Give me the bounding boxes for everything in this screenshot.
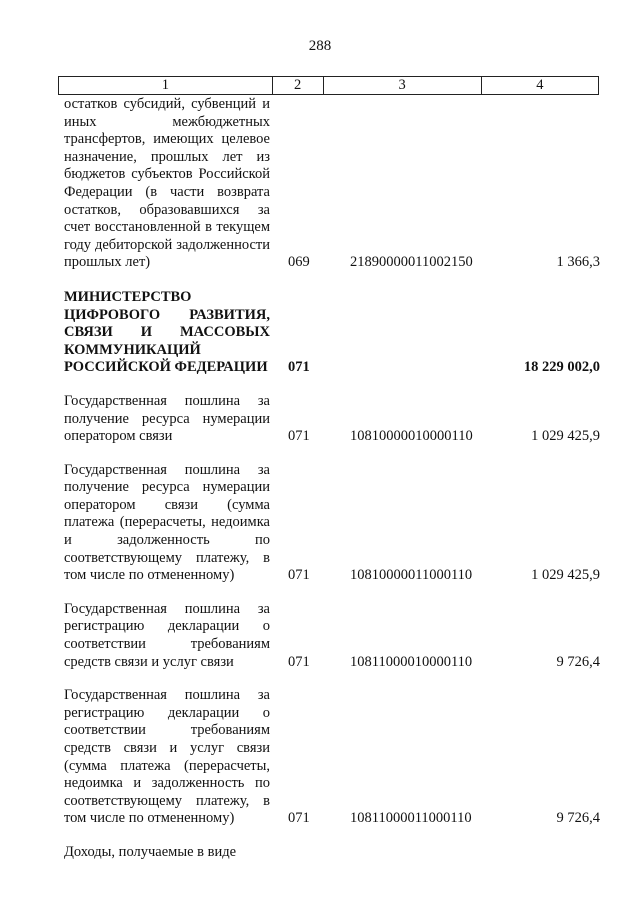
row-admin-code: 071 [288, 428, 310, 445]
row-description: МИНИСТЕРСТВО ЦИФРОВОГО РАЗВИТИЯ, СВЯЗИ И МАССОВЫХ КОММУНИКАЦИЙ РОССИЙСКОЙ ФЕДЕРАЦИИ [64, 288, 270, 376]
table-body [0, 94, 640, 862]
row-amount: 1 366,3 [556, 254, 600, 271]
row-description: Государственная пошлина за регистрацию декларации о соответствии требованиям средств связи и услуг связи (сумма платежа (перерасчеты, недоимка и задолженность по соответствующему платежу, в том числе по отмененному) [64, 687, 270, 827]
table-row [0, 96, 640, 272]
column-header-2: 2 [272, 77, 323, 95]
row-description: остатков субсидий, субвенций и иных межбюджетных трансфертов, имеющих целевое назначение, прошлых лет из бюджетов субъектов Российской Федерации (в части возврата остатков, образовавшихся за счет восстановленной в текущем году дебиторской задолженности прошлых лет) [64, 96, 270, 271]
row-budget-code: 10811000011000110 [350, 810, 472, 827]
column-header-table [58, 76, 599, 95]
row-description: Государственная пошлина за получение ресурса нумерации оператором связи [64, 392, 270, 445]
column-header-4: 4 [481, 77, 598, 95]
row-description: Государственная пошлина за регистрацию декларации о соответствии требованиям средств связи и услуг связи [64, 600, 270, 670]
row-amount: 9 726,4 [556, 653, 600, 670]
row-budget-code: 10810000010000110 [350, 428, 473, 445]
row-budget-code: 21890000011002150 [350, 254, 473, 271]
row-description: Государственная пошлина за получение ресурса нумерации оператором связи (сумма платежа (перерасчеты, недоимка и задолженность по соответствующему платежу, в том числе по отмененному) [64, 461, 270, 584]
table-row [0, 289, 640, 377]
row-amount: 1 029 425,9 [531, 567, 600, 584]
row-amount: 9 726,4 [556, 810, 600, 827]
row-admin-code: 069 [288, 254, 310, 271]
page-number: 288 [308, 38, 332, 54]
table-row [0, 687, 640, 828]
table-row [0, 844, 640, 862]
row-admin-code: 071 [288, 653, 310, 670]
row-amount: 18 229 002,0 [523, 359, 600, 376]
row-budget-code: 10811000010000110 [350, 653, 473, 670]
row-description: Доходы, получаемые в виде [64, 843, 237, 860]
row-admin-code: 071 [288, 567, 310, 584]
column-header-3: 3 [323, 77, 481, 95]
table-row [0, 601, 640, 671]
row-admin-code: 071 [288, 810, 310, 827]
row-budget-code: 10810000011000110 [350, 567, 473, 584]
table-row [0, 462, 640, 585]
row-admin-code: 071 [288, 359, 310, 376]
column-header-1: 1 [59, 77, 273, 95]
row-amount: 1 029 425,9 [531, 428, 600, 445]
table-row [0, 393, 640, 446]
